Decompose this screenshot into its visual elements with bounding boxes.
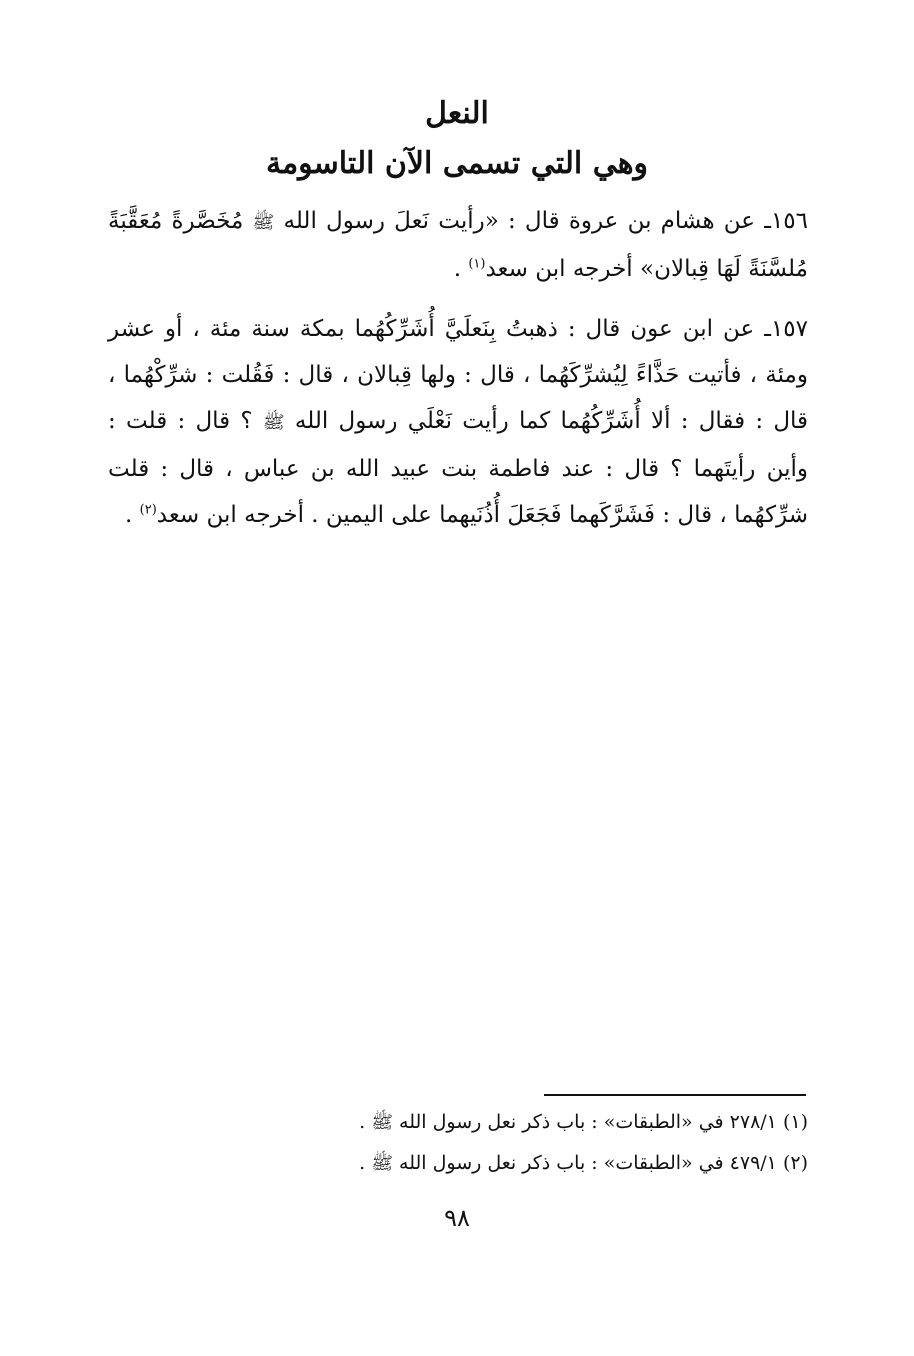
honorific-glyph: ﷺ xyxy=(371,1153,393,1174)
footnote-ending: . xyxy=(359,1152,372,1174)
paragraph-ending: . xyxy=(453,256,469,282)
footnote-ending: . xyxy=(359,1111,372,1133)
page-number: ٩٨ xyxy=(444,1204,470,1232)
footnote-marker: (١) xyxy=(782,1111,808,1133)
paragraph-156 xyxy=(108,198,808,292)
paragraph-text: مُخَصَّرةً مُعَقَّبَةً مُلسَّنَةً لَهَا قِبالان» أخرجه ابن سعد xyxy=(108,208,808,282)
footnote-marker: (٢) xyxy=(782,1152,808,1174)
paragraph-dash: ـ xyxy=(764,316,771,342)
paragraph-dash: ـ xyxy=(764,208,771,234)
footnotes xyxy=(108,1102,808,1184)
honorific-glyph: ﷺ xyxy=(262,412,285,433)
honorific-glyph: ﷺ xyxy=(371,1112,393,1133)
footnote-text: ٤٧٩/١ في «الطبقات» : باب ذكر نعل رسول الله xyxy=(399,1152,777,1174)
footnote-2 xyxy=(108,1143,808,1184)
paragraph-157 xyxy=(108,306,808,538)
paragraph-text: عن هشام بن عروة قال : «رأيت نَعلَ رسول الله xyxy=(283,208,755,234)
paragraph-text: عن ابن عون قال : ذهبتُ بِنَعلَيَّ أُشَرِّكُهُما بمكة سنة مئة ، أو عشر ومئة ، فأتيت حَذَّاءً لِيُشرِّكَهُما ، قال : ولها قِبالان ، قال : فَقُلت : شرِّكْهُما ، قال : فقال : ألا أُشَرِّكُهُما كما رأيت نَعْلَي رسول الله xyxy=(108,316,809,434)
footnote-reference[interactable]: (٢) xyxy=(139,502,157,518)
chapter-title: النعل xyxy=(425,96,489,131)
footnote-divider xyxy=(544,1094,806,1096)
footnote-reference[interactable]: (١) xyxy=(468,256,486,272)
paragraph-number: ١٥٧ xyxy=(770,316,809,342)
footnote-text: ٢٧٨/١ في «الطبقات» : باب ذكر نعل رسول الله xyxy=(399,1111,777,1133)
paragraph-number: ١٥٦ xyxy=(770,208,808,234)
honorific-glyph: ﷺ xyxy=(252,212,275,233)
chapter-subtitle: وهي التي تسمى الآن التاسومة xyxy=(265,146,649,181)
footnote-1 xyxy=(108,1102,808,1143)
paragraph-text: ؟ قال : قلت : وأين رأيتَهما ؟ قال : عند فاطمة بنت عبيد الله بن عباس ، قال : قلت شرِّكهُما ، قال : فَشَرَّكَهما فَجَعَلَ أُذُنَيهما على اليمين . أخرجه ابن سعد xyxy=(108,408,808,528)
paragraph-ending: . xyxy=(125,502,140,528)
